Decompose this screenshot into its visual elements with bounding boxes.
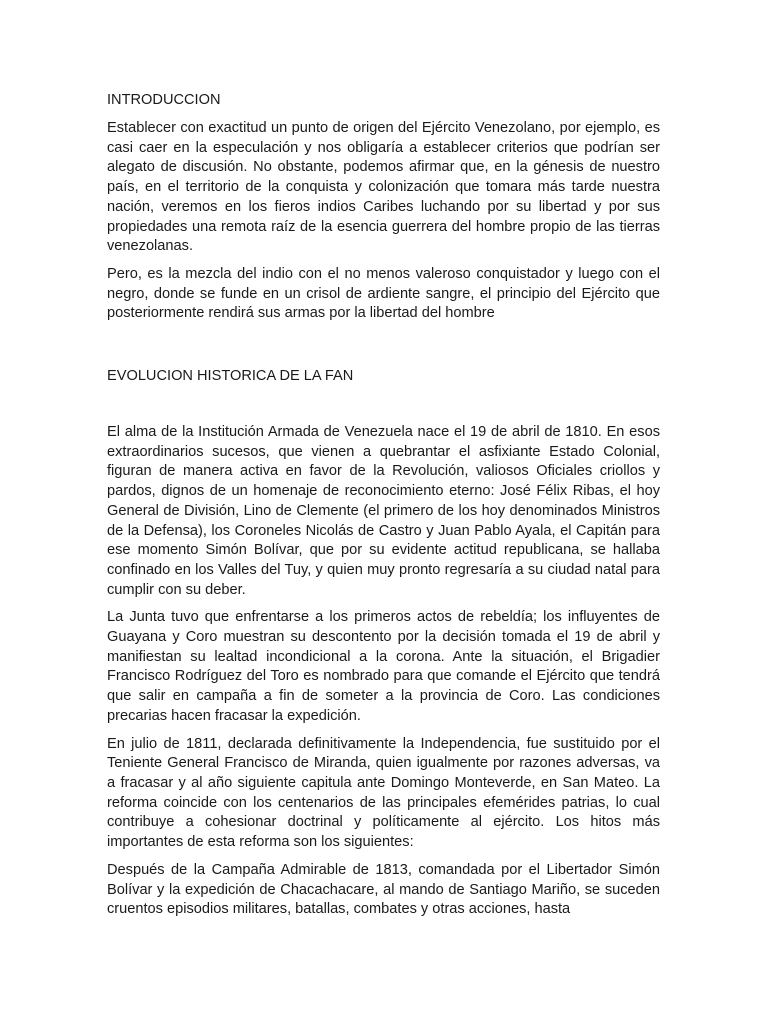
document-page (107, 90, 660, 920)
paragraph-evolucion-3: En julio de 1811, declarada definitivamente la Independencia, fue sustituido por el Teniente General Francisco de Miranda, quien igualmente por razones adversas, va a fracasar y al año siguiente capitula ante Domingo Monteverde, en San Mateo. La reforma coincide con los centenarios de las principales efemérides patrias, lo cual contribuye a cohesionar doctrinal y políticamente al ejército. Los hitos más importantes de esta reforma son los siguientes: (107, 735, 660, 851)
paragraph-intro-2: Pero, es la mezcla del indio con el no menos valeroso conquistador y luego con el negro, donde se funde en un crisol de ardiente sangre, el principio del Ejército que posteriormente rendirá sus armas por la libertad del hombre (107, 265, 660, 322)
paragraph-evolucion-2: La Junta tuvo que enfrentarse a los primeros actos de rebeldía; los influyentes de Guayana y Coro muestran su descontento por la decisión tomada el 19 de abril y manifiestan su lealtad incondicional a la corona. Ante la situación, el Brigadier Francisco Rodríguez del Toro es nombrado para que comande el Ejército que tendrá que salir en campaña a fin de someter a la provincia de Coro. Las condiciones precarias hacen fracasar la expedición. (107, 609, 660, 724)
paragraph-intro-1: Establecer con exactitud un punto de origen del Ejército Venezolano, por ejemplo, es casi caer en la especulación y nos obligaría a establecer criterios que podrían ser alegato de discusión. No obstante, podemos afirmar que, en la génesis de nuestro país, en el territorio de la conquista y colonización que tomara más tarde nuestra nación, veremos en los fieros indios Caribes luchando por su libertad y por sus propiedades una remota raíz de la esencia guerrera del hombre propio de las tierras venezolanas. (107, 120, 660, 255)
section-heading-introduccion: INTRODUCCION (107, 92, 221, 108)
paragraph-evolucion-1: El alma de la Institución Armada de Venezuela nace el 19 de abril de 1810. En esos extraordinarios sucesos, que vienen a quebrantar el asfixiante Estado Colonial, figuran de manera activa en favor de la Revolución, valiosos Oficiales criollos y pardos, dignos de un homenaje de reconocimiento eterno: José Félix Ribas, el hoy General de División, Lino de Clemente (el primero de los hoy denominados Ministros de la Defensa), los Coroneles Nicolás de Castro y Juan Pablo Ayala, el Capitán para ese momento Simón Bolívar, que por su evidente actitud republicana, se hallaba confinado en los Valles del Tuy, y quien muy pronto regresaría a su ciudad natal para cumplir con su deber. (107, 424, 660, 598)
paragraph-evolucion-4: Después de la Campaña Admirable de 1813, comandada por el Libertador Simón Bolívar y la expedición de Chacachacare, al mando de Santiago Mariño, se suceden cruentos episodios militares, batallas, combates y otras acciones, hasta (107, 861, 660, 918)
section-heading-evolucion: EVOLUCION HISTORICA DE LA FAN (107, 368, 354, 385)
